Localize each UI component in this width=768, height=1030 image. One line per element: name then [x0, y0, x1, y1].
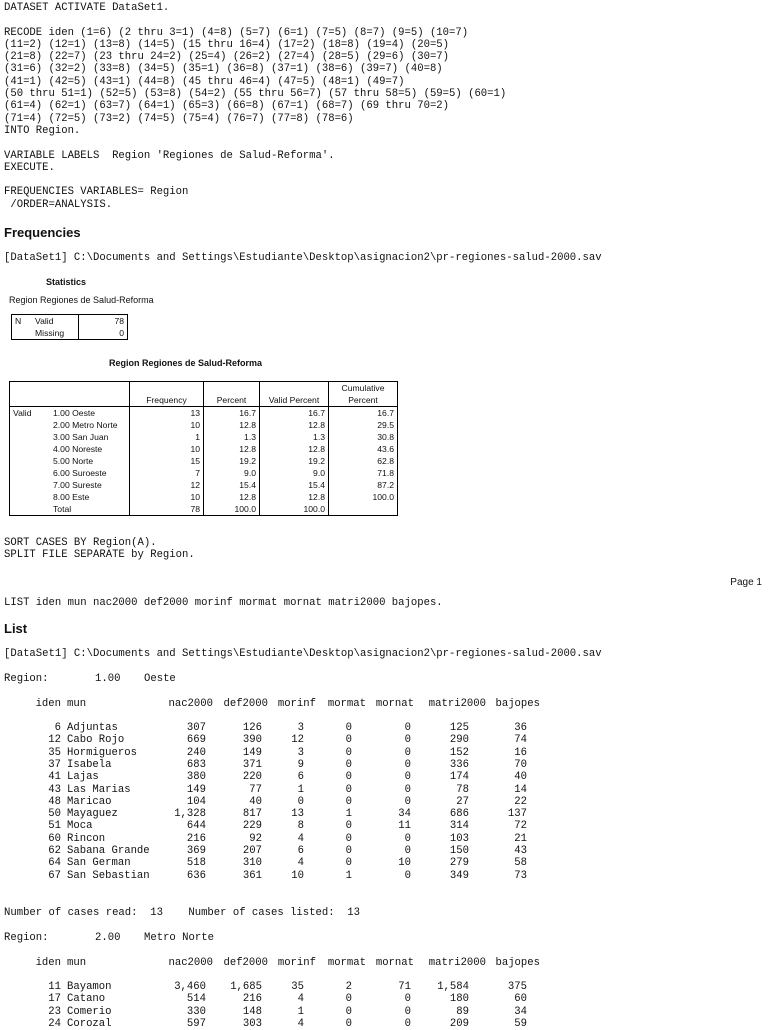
region1-summary: Number of cases read: 13 Number of cases listed: 13: [4, 907, 361, 919]
freq-cell: 9.0: [204, 467, 260, 479]
region1-value: 1.00: [95, 673, 121, 685]
cell-mornat: 0: [404, 722, 411, 734]
cell-def2000: 40: [249, 795, 262, 808]
cell-bajopes: 22: [514, 795, 527, 808]
frequency-table-body: [10, 407, 398, 516]
page-number: Page 1: [730, 577, 762, 588]
statistics-title: Statistics: [46, 277, 87, 287]
cell-def2000: 220: [242, 771, 262, 784]
cell-bajopes: 58: [514, 857, 527, 870]
cell-nac2000: 307: [186, 722, 206, 734]
region1-label: Region:: [4, 673, 49, 685]
freq-cell: 71.8: [329, 467, 398, 479]
freq-cell: 15.4: [260, 479, 329, 491]
cell-bajopes: 137: [507, 808, 527, 821]
cell-bajopes: 43: [514, 845, 527, 857]
cell-bajopes: 16: [514, 746, 527, 759]
region1-column-headers: [0, 698, 768, 711]
freq-cell: 12.8: [204, 491, 260, 503]
cell-nac2000: 149: [186, 783, 206, 796]
cell-bajopes: 72: [514, 820, 527, 833]
cell-iden: 48: [48, 795, 61, 808]
cell-matri2000: 686: [449, 808, 469, 821]
cell-matri2000: 336: [449, 758, 469, 771]
cell-mun: Moca: [67, 820, 93, 833]
cell-bajopes: 14: [514, 783, 527, 796]
cell-morinf: 4: [297, 993, 304, 1006]
cell-bajopes: 40: [514, 771, 527, 784]
cell-iden: 64: [48, 857, 61, 870]
column-header-def2000: def2000: [223, 698, 268, 710]
cell-bajopes: 59: [514, 1017, 527, 1030]
cell-morinf: 4: [297, 1017, 304, 1030]
cell-iden: 6: [54, 722, 61, 734]
cell-mornat: 0: [404, 746, 411, 759]
freq-table-title: Region Regiones de Salud-Reforma: [109, 358, 263, 368]
cell-mornat: 10: [398, 857, 411, 870]
cell-mun: Catano: [67, 993, 106, 1006]
cell-mormat: 0: [345, 795, 352, 808]
cell-mormat: 0: [345, 734, 352, 747]
freq-cell: 15: [130, 455, 204, 467]
freq-cell: 100.0: [260, 503, 329, 516]
column-header-mornat: mornat: [375, 957, 414, 969]
column-header-nac2000: nac2000: [168, 957, 213, 969]
statistics-var-label: Region Regiones de Salud-Reforma: [9, 295, 154, 305]
cell-iden: 37: [48, 758, 61, 771]
cell-matri2000: 209: [449, 1017, 469, 1030]
cell-nac2000: 240: [186, 746, 206, 759]
cell-mornat: 0: [404, 1017, 411, 1030]
list-item: [0, 845, 768, 857]
cell-nac2000: 636: [186, 869, 206, 882]
cell-mornat: 0: [404, 734, 411, 747]
freq-row: [10, 467, 398, 479]
stat-n-label: N: [12, 315, 33, 328]
cell-nac2000: 369: [186, 845, 206, 857]
cell-mormat: 1: [345, 869, 352, 882]
region2-header: [4, 932, 214, 944]
cell-bajopes: 60: [514, 993, 527, 1006]
cell-def2000: 77: [249, 783, 262, 796]
freq-cell: 10: [130, 419, 204, 431]
syntax-sort-split: SORT CASES BY Region(A). SPLIT FILE SEPARATE by Region.: [4, 537, 195, 562]
cell-iden: 11: [48, 981, 61, 993]
cell-mun: Lajas: [67, 771, 99, 784]
cell-nac2000: 514: [186, 993, 206, 1006]
cell-mormat: 2: [345, 981, 352, 993]
cell-mormat: 0: [345, 758, 352, 771]
cell-def2000: 1,685: [230, 981, 262, 993]
freq-category: Total: [50, 503, 130, 516]
freq-category: 2.00 Metro Norte: [50, 419, 130, 431]
column-header-mormat: mormat: [327, 957, 366, 969]
dataset-path-1: [DataSet1] C:\Documents and Settings\Estudiante\Desktop\asignacion2\pr-regiones-salud-2000.sav: [4, 252, 602, 264]
cell-mormat: 0: [345, 771, 352, 784]
syntax-recode-block: DATASET ACTIVATE DataSet1. RECODE iden (1=6) (2 thru 3=1) (4=8) (5=7) (6=1) (7=5) (8=7) (9=5) (10=7) (11=2) (12=1) (13=8) (14=5) (15 thru 16=4) (17=2) (18=8) (19=4) (20=5) (21=8) (22=7) (23 thru 24=2) (25=4) (26=2) (27=4) (28=5) (29=6) (30=7) (31=6) (32=2) (33=8) (34=5) (35=1) (36=8) (37=1) (38=6) (39=7) (40=8) (41=1) (42=5) (43=1) (44=8) (45 thru 46=4) (47=5) (48=1) (49=7) (50 thru 51=1) (52=5) (53=8) (54=2) (55 thru 56=7) (57 thru 58=5) (59=5) (60=1) (61=4) (62=1) (63=7) (64=1) (65=3) (66=8) (67=1) (68=7) (69 thru 70=2) (71=4) (72=5) (73=2) (74=5) (75=4) (76=7) (77=8) (78=6) INTO Region. VARIABLE LABELS Region 'Regiones de Salud-Reforma'. EXECUTE. FREQUENCIES VARIABLES= Region /ORDER=ANALYSIS.: [4, 2, 507, 211]
freq-cell: [329, 503, 398, 516]
cell-def2000: 126: [242, 722, 262, 734]
cell-mornat: 0: [404, 832, 411, 845]
cell-mun: Isabela: [67, 758, 112, 771]
cell-matri2000: 279: [449, 857, 469, 870]
freq-cell: 43.6: [329, 443, 398, 455]
cell-mornat: 71: [398, 981, 411, 993]
cell-nac2000: 669: [186, 734, 206, 747]
cell-iden: 60: [48, 832, 61, 845]
column-header-iden: iden: [35, 698, 61, 710]
column-header-bajopes: bajopes: [495, 698, 540, 710]
cell-matri2000: 180: [449, 993, 469, 1006]
header-percent: Percent: [204, 382, 260, 407]
list-item: [0, 722, 768, 734]
cell-bajopes: 21: [514, 832, 527, 845]
cell-mornat: 0: [404, 845, 411, 857]
freq-category: 7.00 Sureste: [50, 479, 130, 491]
freq-cell: 16.7: [204, 407, 260, 420]
cell-bajopes: 74: [514, 734, 527, 747]
freq-cell: 29.5: [329, 419, 398, 431]
cell-mun: Rincon: [67, 832, 106, 845]
cell-nac2000: 1,328: [174, 808, 206, 821]
cell-iden: 23: [48, 1005, 61, 1018]
freq-cell: 16.7: [329, 407, 398, 420]
list-item: [0, 857, 768, 869]
cell-morinf: 10: [291, 869, 304, 882]
cell-bajopes: 73: [514, 869, 527, 882]
frequency-table: [9, 381, 398, 516]
cell-morinf: 6: [297, 771, 304, 784]
cell-morinf: 9: [297, 758, 304, 771]
list-item: [0, 784, 768, 796]
freq-cell: 12.8: [260, 419, 329, 431]
cell-morinf: 3: [297, 722, 304, 734]
cell-nac2000: 597: [186, 1017, 206, 1030]
cell-def2000: 390: [242, 734, 262, 747]
cell-def2000: 310: [242, 857, 262, 870]
cell-def2000: 361: [242, 869, 262, 882]
cell-mun: Adjuntas: [67, 722, 118, 734]
freq-cell: 1: [130, 431, 204, 443]
list-item: [0, 734, 768, 746]
cell-morinf: 35: [291, 981, 304, 993]
cell-matri2000: 1,584: [437, 981, 469, 993]
freq-row: [10, 407, 398, 420]
list-item: [0, 820, 768, 832]
cell-morinf: 4: [297, 832, 304, 845]
freq-cell: 12.8: [260, 443, 329, 455]
cell-matri2000: 349: [449, 869, 469, 882]
stat-valid-value: 78: [79, 315, 128, 328]
freq-cell: 12: [130, 479, 204, 491]
list-item: [0, 993, 768, 1005]
freq-cell: 13: [130, 407, 204, 420]
header-cumulative-line2: Percent: [329, 394, 398, 407]
cell-nac2000: 3,460: [174, 981, 206, 993]
cell-matri2000: 150: [449, 845, 469, 857]
cell-nac2000: 518: [186, 857, 206, 870]
cell-mormat: 0: [345, 1005, 352, 1018]
column-header-nac2000: nac2000: [168, 698, 213, 710]
cell-def2000: 371: [242, 758, 262, 771]
cell-nac2000: 683: [186, 758, 206, 771]
freq-cell: 1.3: [260, 431, 329, 443]
freq-cell: 12.8: [260, 491, 329, 503]
column-header-mornat: mornat: [375, 698, 414, 710]
cell-mun: Cabo Rojo: [67, 734, 125, 747]
region1-name: Oeste: [144, 673, 176, 685]
cell-iden: 50: [48, 808, 61, 821]
freq-cell: 9.0: [260, 467, 329, 479]
freq-row: [10, 419, 398, 431]
cell-mormat: 0: [345, 993, 352, 1006]
cell-iden: 62: [48, 845, 61, 857]
cell-mun: Mayaguez: [67, 808, 118, 821]
frequencies-heading: Frequencies: [4, 225, 81, 240]
cell-mormat: 0: [345, 722, 352, 734]
cell-def2000: 229: [242, 820, 262, 833]
cell-mornat: 0: [404, 1005, 411, 1018]
cell-matri2000: 103: [449, 832, 469, 845]
column-header-morinf: morinf: [277, 698, 316, 710]
cell-def2000: 303: [242, 1017, 262, 1030]
column-header-morinf: morinf: [277, 957, 316, 969]
cell-matri2000: 89: [456, 1005, 469, 1018]
freq-row: [10, 491, 398, 503]
freq-category: 3.00 San Juan: [50, 431, 130, 443]
cell-mun: Sabana Grande: [67, 845, 150, 857]
cell-mun: San Sebastian: [67, 869, 150, 882]
freq-cell: 10: [130, 491, 204, 503]
freq-cell: 19.2: [204, 455, 260, 467]
cell-matri2000: 125: [449, 722, 469, 734]
cell-mormat: 0: [345, 746, 352, 759]
column-header-matri2000: matri2000: [428, 957, 486, 969]
freq-cell: 19.2: [260, 455, 329, 467]
cell-mormat: 0: [345, 783, 352, 796]
cell-mun: Bayamon: [67, 981, 112, 993]
cell-mormat: 0: [345, 832, 352, 845]
cell-nac2000: 104: [186, 795, 206, 808]
cell-iden: 51: [48, 820, 61, 833]
column-header-iden: iden: [35, 957, 61, 969]
list-item: [0, 771, 768, 783]
cell-morinf: 6: [297, 845, 304, 857]
region1-header: [4, 673, 176, 685]
cell-bajopes: 70: [514, 758, 527, 771]
cell-mun: Maricao: [67, 795, 112, 808]
stat-missing-value: 0: [79, 327, 128, 340]
cell-mormat: 0: [345, 845, 352, 857]
freq-cell: 15.4: [204, 479, 260, 491]
cell-mun: Corozal: [67, 1017, 112, 1030]
freq-category: 5.00 Norte: [50, 455, 130, 467]
freq-row: [10, 455, 398, 467]
region2-column-headers: [0, 957, 768, 970]
cell-iden: 41: [48, 771, 61, 784]
cell-def2000: 216: [242, 993, 262, 1006]
cell-morinf: 12: [291, 734, 304, 747]
column-header-def2000: def2000: [223, 957, 268, 969]
cell-def2000: 92: [249, 832, 262, 845]
cell-mun: Las Marias: [67, 783, 131, 796]
cell-mornat: 11: [398, 820, 411, 833]
stat-valid-label: Valid: [32, 315, 79, 328]
list-item: [0, 747, 768, 759]
dataset-path-2: [DataSet1] C:\Documents and Settings\Estudiante\Desktop\asignacion2\pr-regiones-salud-2000.sav: [4, 648, 602, 660]
cell-iden: 24: [48, 1017, 61, 1030]
list-item: [0, 833, 768, 845]
statistics-table: [11, 314, 128, 340]
header-frequency: Frequency: [130, 382, 204, 407]
freq-cell: 12.8: [204, 419, 260, 431]
cell-matri2000: 78: [456, 783, 469, 796]
freq-row: [10, 479, 398, 491]
cell-def2000: 817: [242, 808, 262, 821]
cell-mun: San German: [67, 857, 131, 870]
freq-cell: 100.0: [204, 503, 260, 516]
cell-matri2000: 174: [449, 771, 469, 784]
stat-missing-label: Missing: [32, 327, 79, 340]
freq-cell: 100.0: [329, 491, 398, 503]
freq-category: 8.00 Este: [50, 491, 130, 503]
freq-category: 4.00 Noreste: [50, 443, 130, 455]
cell-mornat: 34: [398, 808, 411, 821]
cell-matri2000: 314: [449, 820, 469, 833]
cell-iden: 35: [48, 746, 61, 759]
cell-mun: Comerio: [67, 1005, 112, 1018]
freq-cell: 12.8: [204, 443, 260, 455]
freq-row: [10, 443, 398, 455]
cell-bajopes: 36: [514, 722, 527, 734]
header-cumulative-line1: Cumulative: [329, 382, 398, 395]
freq-row: [10, 503, 398, 516]
cell-mornat: 0: [404, 993, 411, 1006]
cell-bajopes: 375: [507, 981, 527, 993]
cell-nac2000: 644: [186, 820, 206, 833]
header-valid-percent: Valid Percent: [260, 382, 329, 407]
cell-morinf: 8: [297, 820, 304, 833]
cell-mun: Hormigueros: [67, 746, 137, 759]
freq-row: [10, 431, 398, 443]
cell-morinf: 1: [297, 1005, 304, 1018]
list-item: [0, 870, 768, 882]
freq-cell: 7: [130, 467, 204, 479]
list-heading: List: [4, 621, 28, 636]
cell-mormat: 0: [345, 820, 352, 833]
cell-iden: 12: [48, 734, 61, 747]
column-header-mun: mun: [67, 698, 87, 710]
column-header-mun: mun: [67, 957, 87, 969]
cell-mornat: 0: [404, 869, 411, 882]
list-item: [0, 808, 768, 820]
list-item: [0, 796, 768, 808]
region2-label: Region:: [4, 932, 49, 944]
cell-mormat: 0: [345, 857, 352, 870]
cell-morinf: 1: [297, 783, 304, 796]
cell-iden: 17: [48, 993, 61, 1006]
freq-category: 6.00 Suroeste: [50, 467, 130, 479]
freq-cell: 78: [130, 503, 204, 516]
cell-morinf: 4: [297, 857, 304, 870]
column-header-bajopes: bajopes: [495, 957, 540, 969]
cell-iden: 67: [48, 869, 61, 882]
freq-cell: 87.2: [329, 479, 398, 491]
cell-nac2000: 330: [186, 1005, 206, 1018]
cell-mornat: 0: [404, 771, 411, 784]
cell-mormat: 0: [345, 1017, 352, 1030]
list-item: [0, 1006, 768, 1018]
cell-def2000: 207: [242, 845, 262, 857]
cell-mornat: 0: [404, 795, 411, 808]
freq-group-label: Valid: [10, 407, 51, 420]
freq-cell: 10: [130, 443, 204, 455]
cell-nac2000: 216: [186, 832, 206, 845]
column-header-matri2000: matri2000: [428, 698, 486, 710]
region2-name: Metro Norte: [144, 932, 214, 944]
cell-matri2000: 152: [449, 746, 469, 759]
freq-cell: 16.7: [260, 407, 329, 420]
cell-def2000: 148: [242, 1005, 262, 1018]
cell-matri2000: 290: [449, 734, 469, 747]
syntax-list: LIST iden mun nac2000 def2000 morinf mormat mornat matri2000 bajopes.: [4, 597, 443, 609]
cell-def2000: 149: [242, 746, 262, 759]
freq-cell: 62.8: [329, 455, 398, 467]
cell-mornat: 0: [404, 758, 411, 771]
cell-morinf: 13: [291, 808, 304, 821]
freq-cell: 30.8: [329, 431, 398, 443]
list-item: [0, 759, 768, 771]
cell-mormat: 1: [345, 808, 352, 821]
column-header-mormat: mormat: [327, 698, 366, 710]
cell-bajopes: 34: [514, 1005, 527, 1018]
freq-category: 1.00 Oeste: [50, 407, 130, 420]
cell-iden: 43: [48, 783, 61, 796]
cell-morinf: 0: [297, 795, 304, 808]
cell-morinf: 3: [297, 746, 304, 759]
list-item: [0, 981, 768, 993]
cell-matri2000: 27: [456, 795, 469, 808]
region2-value: 2.00: [95, 932, 121, 944]
freq-cell: 1.3: [204, 431, 260, 443]
cell-nac2000: 380: [186, 771, 206, 784]
cell-mornat: 0: [404, 783, 411, 796]
